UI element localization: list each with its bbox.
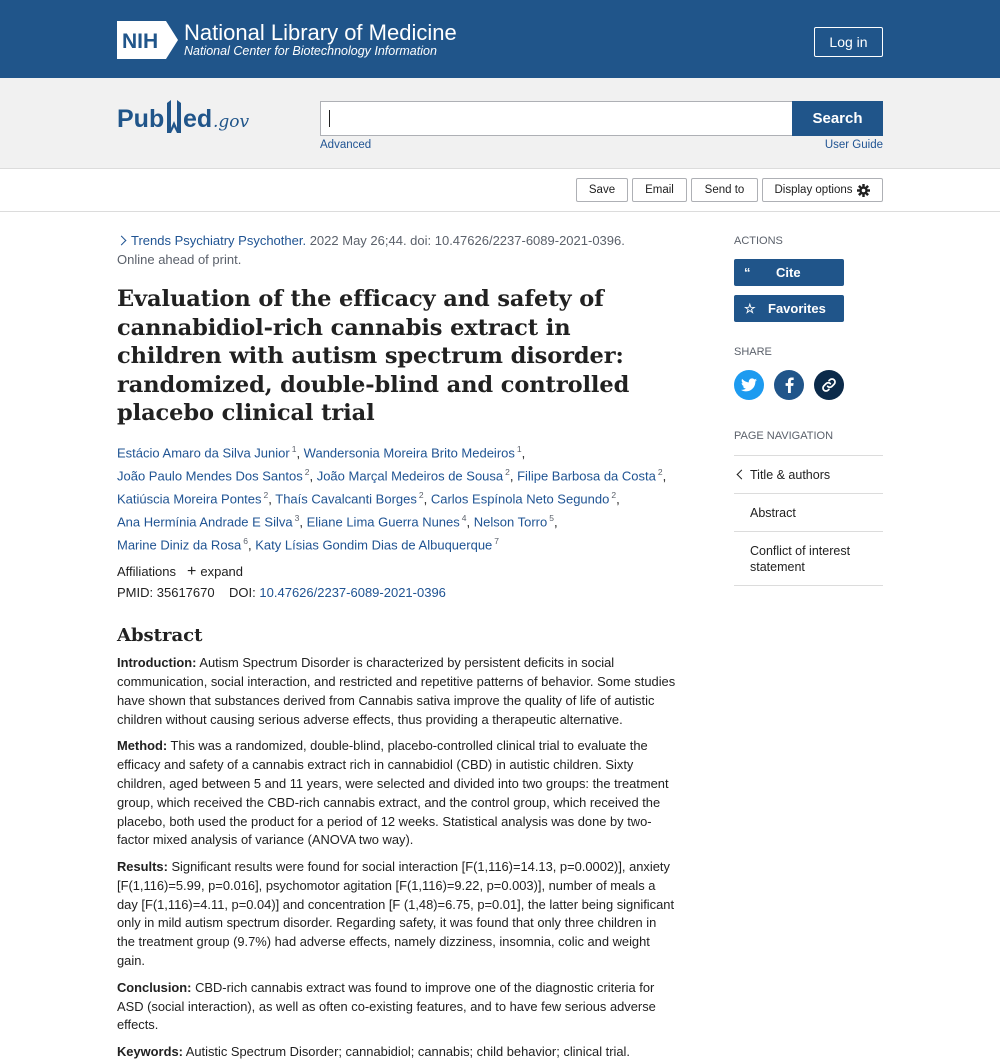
- abstract-section-text: CBD-rich cannabis extract was found to improve one of the diagnostic criteria for ASD (social interaction), as well as often co-existing features, and to have few serious adverse effects.: [117, 979, 656, 1033]
- abstract-section-text: Autism Spectrum Disorder is characterized by persistent deficits in social communication, social interaction, and restricted and repetitive patterns of behavior. Some studies have shown that substances derived from Cannabis sativa improve the quality of life of autistic children without causing serious adverse effects, thus providing a therapeutic alternative.: [117, 655, 676, 727]
- identifiers-row: [117, 585, 677, 600]
- affiliation-number[interactable]: 2: [505, 466, 510, 477]
- author-link[interactable]: João Marçal Medeiros de Sousa: [316, 467, 504, 483]
- send-to-button[interactable]: Send to: [691, 178, 758, 202]
- nih-logo-icon[interactable]: [117, 21, 178, 59]
- publication-status: Online ahead of print.: [117, 252, 242, 267]
- pubmed-logo-icon[interactable]: [117, 97, 262, 139]
- abstract-section-label: Conclusion:: [117, 979, 192, 995]
- author-link[interactable]: João Paulo Mendes Dos Santos: [117, 467, 303, 483]
- abstract-section-text: This was a randomized, double-blind, placebo-controlled clinical trial to evaluate the efficacy and safety of a cannabis extract rich in cannabidiol (CBD) in autistic children. Sixty children, aged between 5 and 11 years, were selected and divided into two groups: the treatment group, which received the CBD-rich cannabis extract, and the control group, which received the placebo, both used the product for a period of 12 weeks. Statistical analysis was done by two-factor mixed analysis of variance (ANOVA two way).: [117, 738, 669, 848]
- author-link[interactable]: Katy Lísias Gondim Dias de Albuquerque: [255, 537, 493, 553]
- cite-label: Cite: [776, 265, 801, 280]
- abstract-section: [117, 1043, 677, 1062]
- display-options-label: Display options: [774, 184, 853, 196]
- affiliation-number[interactable]: 2: [304, 466, 310, 477]
- nav-item-label: Abstract: [750, 505, 796, 520]
- affiliations-row: [117, 564, 677, 579]
- search-button[interactable]: Search: [792, 101, 883, 136]
- search-input[interactable]: [320, 101, 793, 136]
- nav-item-abstract[interactable]: [734, 494, 883, 532]
- favorites-label: Favorites: [768, 301, 826, 316]
- page-navigation-list: [734, 455, 883, 586]
- affiliation-number[interactable]: 6: [243, 536, 249, 546]
- affiliation-number[interactable]: 3: [294, 512, 300, 523]
- abstract-section-label: Keywords:: [117, 1044, 183, 1060]
- abstract-section: [117, 654, 677, 729]
- plus-icon[interactable]: +: [187, 563, 197, 581]
- pmid-label: PMID:: [117, 585, 154, 601]
- chevron-left-icon: [737, 470, 747, 480]
- share-label: SHARE: [734, 346, 772, 358]
- display-options-button[interactable]: [762, 178, 883, 202]
- affiliations-label: Affiliations: [117, 564, 177, 580]
- abstract-section-label: Method:: [117, 738, 168, 754]
- affiliation-number[interactable]: 4: [461, 512, 467, 523]
- link-icon: [821, 377, 837, 393]
- actions-label: ACTIONS: [734, 235, 783, 247]
- abstract-section-label: Results:: [117, 859, 168, 875]
- affiliation-number[interactable]: 2: [657, 466, 663, 477]
- nih-header: [0, 0, 1000, 78]
- affiliation-number[interactable]: 1: [516, 443, 522, 454]
- author-link[interactable]: Katiúscia Moreira Pontes: [117, 491, 262, 507]
- abstract-section: [117, 858, 677, 971]
- pmid-value: 35617670: [156, 585, 215, 601]
- affiliation-number[interactable]: 2: [263, 489, 269, 500]
- twitter-share-button[interactable]: [734, 370, 764, 400]
- abstract-section: [117, 737, 677, 850]
- email-button[interactable]: Email: [632, 178, 687, 202]
- expand-affiliations-button[interactable]: expand: [200, 564, 244, 580]
- facebook-icon: [785, 377, 794, 393]
- author-list: Estácio Amaro da Silva Junior $^1$, Wandersonia Moreira Brito Medeiros $^1$, João Paulo Mendes Dos Santos $^2$, João Marçal Medeiros de Sousa $^2$, Filipe Barbosa da Costa $^2$, Katiúscia Moreira Pontes $^2$, Thaís Cavalcanti Borges $^2$, Carlos Espínola Neto Segundo $^2$, Ana Hermínia Andrade E Silva $^3$, Eliane Lima Guerra Nunes $^4$, Nelson Torro $^5$, Marine Diniz da Rosa $^6$, Katy Lísias Gondim Dias de Albuquerque $^7$: [117, 443, 667, 553]
- nav-item-conflict-of-interest[interactable]: [734, 532, 883, 586]
- user-guide-link[interactable]: User Guide: [824, 139, 883, 151]
- chevron-right-icon[interactable]: [117, 236, 127, 246]
- abstract-body: [117, 654, 677, 1062]
- svg-text:NIH: NIH: [122, 30, 159, 53]
- article-title: Evaluation of the efficacy and safety of cannabidiol-rich cannabis extract in children with autism spectrum disorder: randomized, double-blind and controlled placebo clinical trial: [117, 286, 630, 426]
- facebook-share-button[interactable]: [774, 370, 804, 400]
- gear-icon: [857, 184, 870, 197]
- citation-text: 2022 May 26;44. doi: 10.47626/2237-6089-2021-0396.: [306, 233, 625, 248]
- affiliation-number[interactable]: 1: [291, 443, 297, 454]
- quote-icon: “: [744, 265, 751, 280]
- ncbi-subtitle: National Center for Biotechnology Information: [184, 44, 437, 58]
- twitter-icon: [741, 378, 757, 392]
- login-button[interactable]: Log in: [814, 27, 883, 57]
- author-link[interactable]: Filipe Barbosa da Costa: [517, 467, 656, 483]
- journal-link[interactable]: Trends Psychiatry Psychother.: [131, 233, 307, 248]
- nlm-title[interactable]: National Library of Medicine: [184, 20, 457, 45]
- author-link[interactable]: Carlos Espínola Neto Segundo: [430, 491, 610, 507]
- copy-link-button[interactable]: [814, 370, 844, 400]
- affiliation-number[interactable]: 2: [611, 489, 617, 500]
- affiliation-number[interactable]: 2: [418, 489, 424, 500]
- nav-item-label: Title & authors: [750, 467, 831, 482]
- article-main: [117, 231, 677, 1062]
- author-link[interactable]: Marine Diniz da Rosa: [117, 537, 242, 553]
- favorites-button[interactable]: [734, 295, 844, 322]
- star-icon: ☆: [744, 300, 756, 316]
- page-navigation-label: PAGE NAVIGATION: [734, 430, 834, 442]
- abstract-section-text: Autistic Spectrum Disorder; cannabidiol; cannabis; child behavior; clinical trial.: [182, 1044, 630, 1060]
- author-link[interactable]: Eliane Lima Guerra Nunes: [306, 514, 460, 530]
- author-link[interactable]: Thaís Cavalcanti Borges: [275, 491, 417, 507]
- author-link[interactable]: Estácio Amaro da Silva Junior: [117, 444, 290, 460]
- text-cursor: [329, 110, 330, 127]
- abstract-heading: Abstract: [117, 625, 203, 647]
- abstract-section: [117, 979, 677, 1035]
- abstract-section-text: Significant results were found for social interaction [F(1,116)=14.13, p=0.0002)], anxiety [F(1,116)=5.99, p=0.016], psychomotor agitation [F(1,116)=9.22, p=0.003)], number of meals a day [F(1,116)=4.11, p=0.04)] and concentration [F (1,48)=6.75, p=0.01], the latter being significant only in mild autism spectrum disorder. Regarding safety, it was found that only three children in the treatment group (9.7%) had adverse effects, namely dizziness, insomnia, colic and weight gain.: [117, 859, 675, 969]
- cite-button[interactable]: [734, 259, 844, 286]
- author-link[interactable]: Nelson Torro: [473, 514, 548, 530]
- save-button[interactable]: Save: [576, 178, 628, 202]
- nav-item-title-authors[interactable]: [734, 456, 883, 494]
- citation-line: [117, 231, 677, 269]
- advanced-search-link[interactable]: Advanced: [320, 139, 372, 151]
- doi-link[interactable]: 10.47626/2237-6089-2021-0396: [259, 585, 446, 601]
- nav-item-label: Conflict of interest statement: [750, 543, 851, 574]
- affiliation-number[interactable]: 5: [549, 512, 554, 523]
- svg-text:.gov: .gov: [213, 112, 250, 132]
- svg-text:ed: ed: [183, 105, 213, 133]
- svg-text:Pub: Pub: [117, 105, 165, 133]
- author-link[interactable]: Ana Hermínia Andrade E Silva: [117, 514, 293, 530]
- affiliation-number[interactable]: 7: [494, 536, 500, 546]
- author-link[interactable]: Wandersonia Moreira Brito Medeiros: [303, 444, 515, 460]
- doi-label: DOI:: [229, 585, 256, 601]
- abstract-section-label: Introduction:: [117, 655, 197, 671]
